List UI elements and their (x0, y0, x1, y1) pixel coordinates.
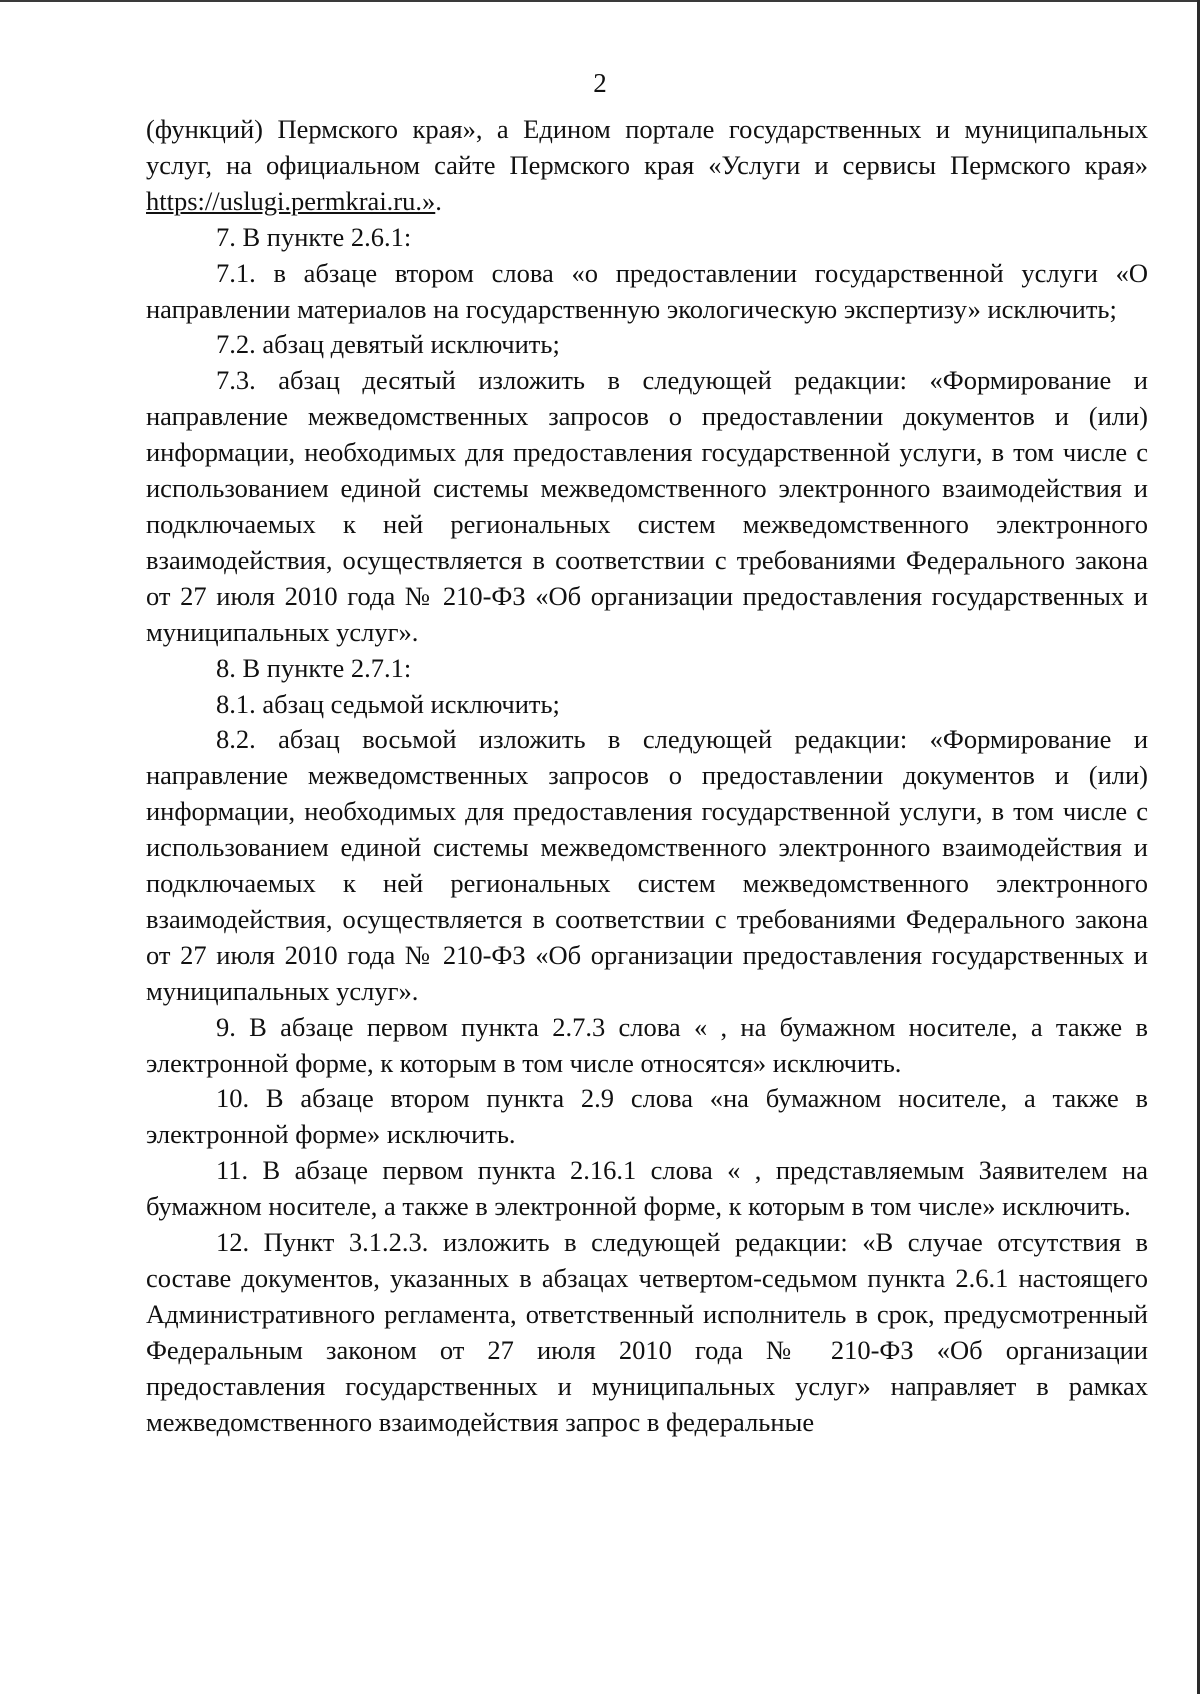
paragraph-item-7-3: 7.3. абзац десятый изложить в следующей редакции: «Формирование и направление межведомственных запросов о предоставлении документов и (или) информации, необходимых для предоставления государственной услуги, в том числе с использованием единой системы межведомственного электронного взаимодействия и подключаемых к ней региональных систем межведомственного электронного взаимодействия, осуществляется в соответствии с требованиями Федерального закона от 27 июля 2010 года № 210-ФЗ «Об организации предоставления государственных и муниципальных услуг». (146, 365, 1148, 647)
paragraph-text-end: . (435, 185, 442, 216)
paragraph-item-8-2: 8.2. абзац восьмой изложить в следующей редакции: «Формирование и направление межведомственных запросов о предоставлении документов и (или) информации, необходимых для предоставления государственной услуги, в том числе с использованием единой системы межведомственного электронного взаимодействия и подключаемых к ней региональных систем межведомственного электронного взаимодействия, осуществляется в соответствии с требованиями Федерального закона от 27 июля 2010 года № 210-ФЗ «Об организации предоставления государственных и муниципальных услуг». (146, 724, 1148, 1006)
page-number: 2 (593, 68, 607, 98)
paragraph-item-8-1: 8.1. абзац седьмой исключить; (216, 688, 560, 719)
paragraph-item-8: 8. В пункте 2.7.1: (216, 652, 412, 683)
document-body (146, 112, 1148, 1441)
paragraph-item-7-1: 7.1. в абзаце втором слова «о предоставлении государственной услуги «О направлении материалов на государственную экологическую экспертизу» исключить; (146, 257, 1148, 324)
paragraph-item-11: 11. В абзаце первом пункта 2.16.1 слова « , представляемым Заявителем на бумажном носителе, а также в электронной форме, к которым в том числе» исключить. (146, 1155, 1148, 1222)
paragraph-text: (функций) Пермского края», а Едином портале государственных и муниципальных услуг, на официальном сайте Пермского края «Услуги и сервисы Пермского края» (146, 114, 1148, 180)
paragraph-item-9: 9. В абзаце первом пункта 2.7.3 слова « , на бумажном носителе, а также в электронной форме, к которым в том числе относятся» исключить. (146, 1011, 1148, 1078)
paragraph-item-10: 10. В абзаце втором пункта 2.9 слова «на бумажном носителе, а также в электронной форме» исключить. (146, 1083, 1148, 1150)
portal-link[interactable]: https://uslugi.permkrai.ru.» (146, 185, 436, 216)
paragraph-item-12: 12. Пункт 3.1.2.3. изложить в следующей редакции: «В случае отсутствия в составе документов, указанных в абзацах четвертом-седьмом пункта 2.6.1 настоящего Административного регламента, ответственный исполнитель в срок, предусмотренный Федеральным законом от 27 июля 2010 года № 210-ФЗ «Об организации предоставления государственных и муниципальных услуг» направляет в рамках межведомственного взаимодействия запрос в федеральные (146, 1227, 1148, 1437)
paragraph-continuation (146, 112, 1148, 220)
paragraph-item-7: 7. В пункте 2.6.1: (216, 221, 412, 252)
scan-edge-top (0, 0, 1200, 2)
paragraph-item-7-2: 7.2. абзац девятый исключить; (216, 329, 560, 360)
